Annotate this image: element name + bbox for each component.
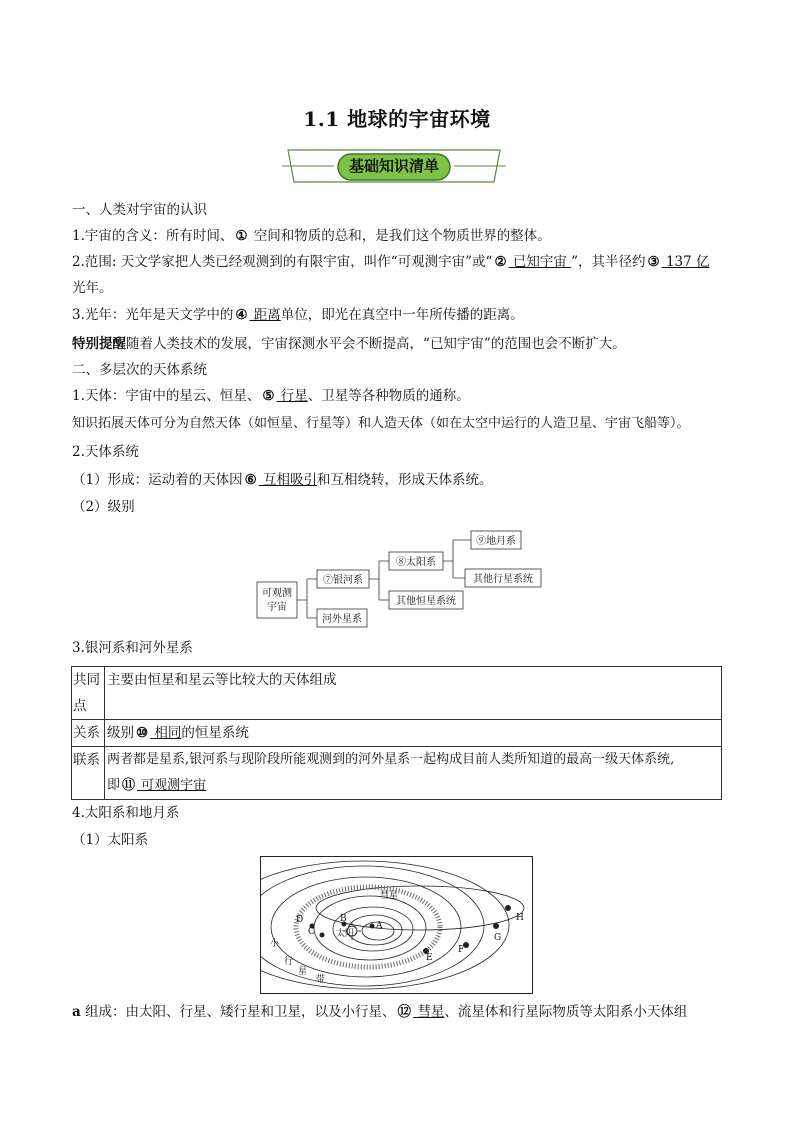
text: 、流星体和行星际物质等太阳系小天体组 (444, 1004, 688, 1020)
table-row (72, 747, 722, 800)
tip-label: 特别提醒 (72, 336, 126, 352)
circled-number: ⑪ (122, 778, 136, 793)
s1-line-2 (72, 252, 710, 272)
s2-line-2a (72, 470, 493, 490)
row-value (105, 747, 722, 800)
text: 3.光年：光年是天文学中的 (72, 307, 234, 323)
circled-number: ④ (235, 307, 248, 323)
row-header: 联系 (72, 747, 105, 800)
text: 和互相绕转，形成天体系统。 (317, 472, 493, 488)
tip-line (72, 334, 626, 354)
row-value (105, 720, 722, 747)
circled-number: ② (494, 254, 507, 270)
circled-number: ⑫ (397, 1004, 412, 1020)
galaxy-comparison-table (71, 666, 722, 800)
belt-label-1: 小 (270, 939, 280, 949)
circled-number: ⑥ (244, 472, 257, 488)
table-row (72, 720, 722, 747)
answer-text: 相同 (150, 725, 182, 741)
answer-text: 行星 (276, 388, 308, 404)
answer-text: 彗星 (413, 1004, 445, 1020)
s2-line-4a: （1）太阳系 (72, 832, 149, 848)
text-line (107, 773, 719, 799)
comet-label: 彗星 (380, 891, 399, 901)
text: 1.宇宙的含义：所有时间、 (72, 228, 234, 244)
belt-label-4: 带 (316, 975, 326, 985)
circled-number: ⑤ (262, 388, 275, 404)
circled-number: ③ (647, 254, 660, 270)
text: 即 (107, 778, 121, 793)
answer-text: 137 亿 (661, 254, 710, 270)
planet-label-c: C (308, 927, 315, 937)
planet-label-a: A (376, 921, 383, 931)
s1-line-1 (72, 226, 551, 246)
item-marker: a (72, 1004, 81, 1020)
planet-label-d: D (296, 915, 304, 925)
root-label-1: 可观测 (262, 588, 292, 599)
text: 的恒星系统 (181, 725, 249, 741)
belt-label-2: 行 (284, 957, 294, 967)
s2-line-3: 3.银河系和河外星系 (72, 640, 193, 656)
s2-line-4: 4.太阳系和地月系 (72, 805, 180, 821)
other-stars-label: 其他恒星系统 (396, 596, 456, 607)
solar-label: ⑧太阳系 (396, 557, 436, 568)
planet-label-h: H (516, 913, 524, 923)
text: 随着人类技术的发展，宇宙探测水平会不断提高，“已知宇宙”的范围也会不断扩大。 (126, 336, 626, 352)
text: （1）形成：运动着的天体因 (72, 472, 243, 488)
circled-number: ① (235, 228, 248, 244)
knowledge-extension: 知识拓展天体可分为自然天体（如恒星、行星等）和人造天体（如在太空中运行的人造卫星、宇宙飞船等）。 (72, 416, 690, 431)
s2-line-2b: （2）级别 (72, 499, 135, 515)
section-heading-2: 二、多层次的天体系统 (72, 362, 207, 378)
text: 两者都是星系,银河系与现阶段所能观测到的河外星系一起构成目前人类所知道的最高一级天体系统, (107, 752, 675, 767)
row-value: 主要由恒星和星云等比较大的天体组成 (105, 667, 722, 720)
text: 级别 (107, 725, 134, 741)
text: ”，其半径约 (571, 254, 646, 270)
milky-label: ⑦银河系 (323, 575, 363, 586)
section-heading-1: 一、人类对宇宙的认识 (72, 202, 207, 218)
text: 单位，即光在真空中一年所传播的距离。 (280, 307, 524, 323)
answer-text: 距离 (249, 307, 281, 323)
row-header: 共同点 (72, 667, 105, 720)
solar-system-illustration (260, 856, 533, 994)
belt-label-3: 星 (298, 967, 308, 977)
answer-text: 互相吸引 (258, 472, 317, 488)
celestial-hierarchy-diagram (255, 528, 545, 630)
s2-line-a (72, 1002, 687, 1022)
table-row (72, 667, 722, 720)
text: 2.范围: 天文学家把人类已经观测到的有限宇宙，叫作“可观测宇宙”或“ (72, 254, 493, 270)
text: 空间和物质的总和，是我们这个物质世界的整体。 (249, 228, 551, 244)
answer-text: 可观测宇宙 (137, 778, 207, 793)
planet-label-g: G (494, 933, 502, 943)
root-label-2: 宇宙 (267, 602, 287, 613)
s1-line-3 (72, 305, 524, 325)
circled-number: ⑩ (136, 725, 149, 741)
planet-label-f: F (458, 945, 465, 955)
planet-label-b: B (340, 914, 347, 924)
text: 1.天体：宇宙中的星云、恒星、 (72, 388, 261, 404)
other-planets-label: 其他行星系统 (473, 574, 533, 585)
s1-line-2b: 光年。 (72, 280, 113, 296)
page-title: 1.1 地球的宇宙环境 (303, 107, 491, 131)
extra-label: 河外星系 (322, 614, 362, 625)
section-banner (282, 146, 506, 186)
answer-text: 已知宇宙 (508, 254, 572, 270)
row-header: 关系 (72, 720, 105, 747)
s2-line-1 (72, 386, 470, 406)
planet-label-e: E (426, 953, 433, 963)
s2-line-2: 2.天体系统 (72, 444, 139, 460)
sun-label: 太阳 (336, 929, 355, 939)
banner-label: 基础知识清单 (348, 157, 439, 175)
earth-moon-label: ⑨地月系 (476, 536, 516, 547)
text: 组成：由太阳、行星、矮行星和卫星，以及小行星、 (80, 1004, 396, 1020)
text: 、卫星等各种物质的通称。 (307, 388, 470, 404)
